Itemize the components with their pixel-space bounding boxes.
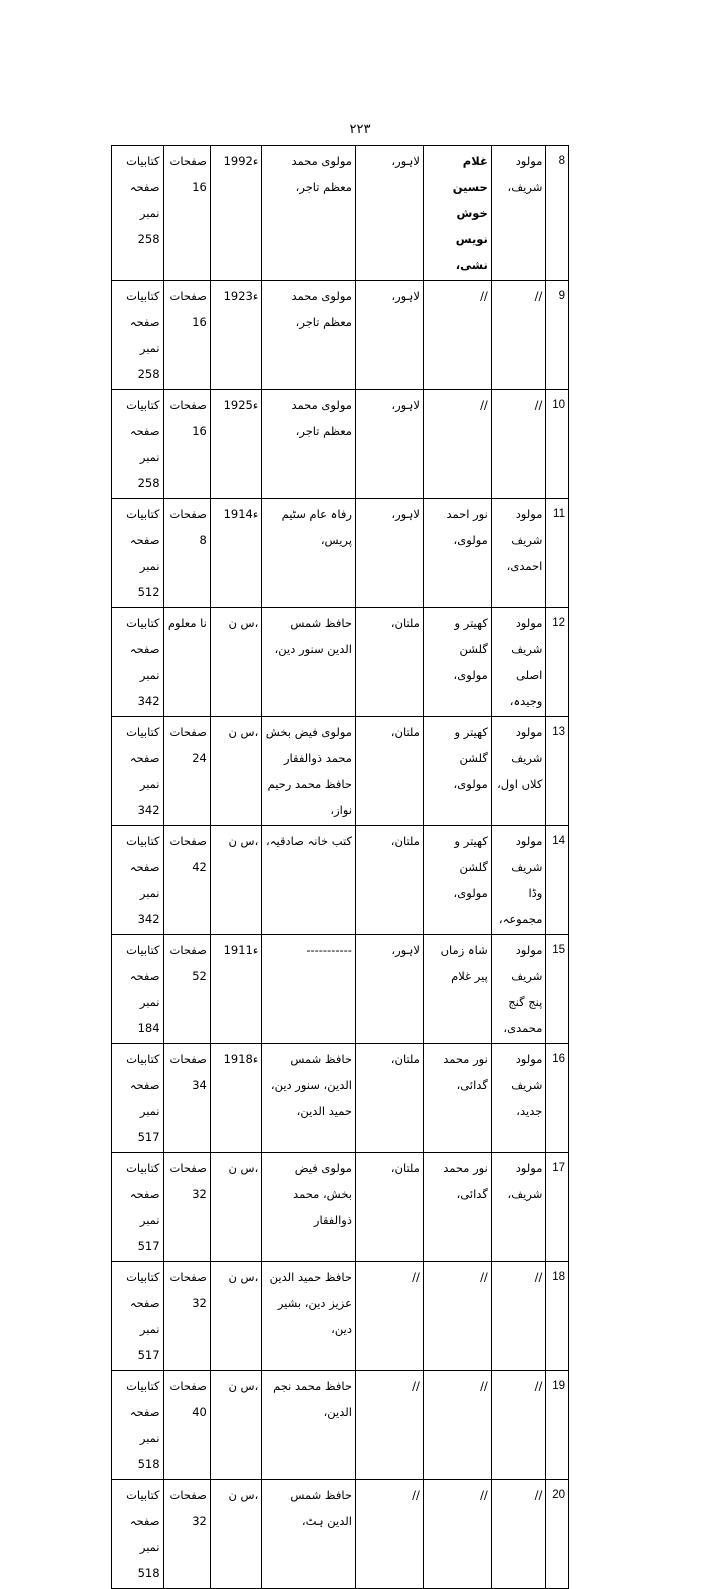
serial-number-cell: 9	[546, 281, 569, 390]
publisher-cell: مولوی محمد معظم تاجر،	[262, 390, 356, 499]
year-cell: س ن،	[210, 717, 261, 826]
table-row	[112, 146, 569, 281]
table-row	[112, 1371, 569, 1480]
table-row	[112, 1480, 569, 1589]
serial-number-cell: 15	[546, 935, 569, 1044]
author-cell: //	[423, 390, 491, 499]
place-cell: لاہور،	[355, 499, 423, 608]
serial-number-cell: 19	[546, 1371, 569, 1480]
table-row	[112, 826, 569, 935]
reference-cell: کتابیات صفحہ نمبر 258	[112, 146, 164, 281]
year-cell: س ن،	[210, 1371, 261, 1480]
pages-cell: صفحات 42	[163, 826, 210, 935]
place-cell: لاہور،	[355, 281, 423, 390]
reference-cell: کتابیات صفحہ نمبر 258	[112, 390, 164, 499]
title-cell: مولود شریف احمدی،	[491, 499, 546, 608]
author-cell: نور محمد گدائی،	[423, 1153, 491, 1262]
title-cell: //	[491, 390, 546, 499]
year-cell: 1918ء	[210, 1044, 261, 1153]
reference-cell: کتابیات صفحہ نمبر 518	[112, 1371, 164, 1480]
pages-cell: صفحات 40	[163, 1371, 210, 1480]
title-cell: مولود شریف پنج گنج محمدی،	[491, 935, 546, 1044]
place-cell: ملتان،	[355, 826, 423, 935]
year-cell: س ن،	[210, 1153, 261, 1262]
table-body	[112, 146, 569, 1589]
author-cell: شاہ زماں پیر غلام	[423, 935, 491, 1044]
serial-number-cell: 10	[546, 390, 569, 499]
title-cell: مولود شریف کلاں اول،	[491, 717, 546, 826]
bibliography-table	[111, 145, 569, 1589]
place-cell: //	[355, 1262, 423, 1371]
reference-cell: کتابیات صفحہ نمبر 184	[112, 935, 164, 1044]
table-row	[112, 608, 569, 717]
author-cell: نور احمد مولوی،	[423, 499, 491, 608]
reference-cell: کتابیات صفحہ نمبر 342	[112, 826, 164, 935]
author-cell: //	[423, 1262, 491, 1371]
reference-cell: کتابیات صفحہ نمبر 517	[112, 1262, 164, 1371]
table-row	[112, 499, 569, 608]
table-row	[112, 1044, 569, 1153]
author-cell: //	[423, 281, 491, 390]
author-cell: نور محمد گدائی،	[423, 1044, 491, 1153]
place-cell: ملتان،	[355, 1153, 423, 1262]
place-cell: لاہور،	[355, 935, 423, 1044]
pages-cell: صفحات 32	[163, 1153, 210, 1262]
publisher-cell: مولوی محمد معظم تاجر،	[262, 281, 356, 390]
title-cell: مولود شریف،	[491, 146, 546, 281]
year-cell: 1911ء	[210, 935, 261, 1044]
year-cell: س ن،	[210, 826, 261, 935]
pages-cell: صفحات 16	[163, 146, 210, 281]
reference-cell: کتابیات صفحہ نمبر 518	[112, 1480, 164, 1589]
pages-cell: صفحات 32	[163, 1262, 210, 1371]
author-cell: //	[423, 1371, 491, 1480]
table-row	[112, 717, 569, 826]
title-cell: //	[491, 1262, 546, 1371]
serial-number-cell: 8	[546, 146, 569, 281]
pages-cell: صفحات 32	[163, 1480, 210, 1589]
table-row	[112, 281, 569, 390]
author-cell: کھیتر و گلشن مولوی،	[423, 717, 491, 826]
publisher-cell: مولوی محمد معظم تاجر،	[262, 146, 356, 281]
title-cell: مولود شریف وڈا مجموعہ،	[491, 826, 546, 935]
title-cell: //	[491, 1480, 546, 1589]
serial-number-cell: 20	[546, 1480, 569, 1589]
author-cell: //	[423, 1480, 491, 1589]
publisher-cell: حافظ شمس الدین، سنور دین، حمید الدین،	[262, 1044, 356, 1153]
table-row	[112, 1153, 569, 1262]
reference-cell: کتابیات صفحہ نمبر 342	[112, 608, 164, 717]
year-cell: س ن،	[210, 1480, 261, 1589]
place-cell: //	[355, 1480, 423, 1589]
table-row	[112, 935, 569, 1044]
place-cell: ملتان،	[355, 717, 423, 826]
title-cell: مولود شریف،	[491, 1153, 546, 1262]
serial-number-cell: 16	[546, 1044, 569, 1153]
year-cell: 1992ء	[210, 146, 261, 281]
pages-cell: صفحات 16	[163, 390, 210, 499]
serial-number-cell: 17	[546, 1153, 569, 1262]
publisher-cell: حافظ شمس الدین ہٹ،	[262, 1480, 356, 1589]
pages-cell: صفحات 52	[163, 935, 210, 1044]
year-cell: 1925ء	[210, 390, 261, 499]
publisher-cell: حافظ شمس الدین سنور دین،	[262, 608, 356, 717]
pages-cell: صفحات 16	[163, 281, 210, 390]
pages-cell: نا معلوم	[163, 608, 210, 717]
reference-cell: کتابیات صفحہ نمبر 517	[112, 1044, 164, 1153]
page-number: ۲۲۳	[349, 122, 371, 137]
table-row	[112, 390, 569, 499]
reference-cell: کتابیات صفحہ نمبر 342	[112, 717, 164, 826]
publisher-cell: رفاہ عام سٹیم پریس،	[262, 499, 356, 608]
author-cell: کھیتر و گلشن مولوی،	[423, 608, 491, 717]
year-cell: س ن،	[210, 608, 261, 717]
pages-cell: صفحات 8	[163, 499, 210, 608]
publisher-cell: حافظ محمد نجم الدین،	[262, 1371, 356, 1480]
author-cell: کھیتر و گلشن مولوی،	[423, 826, 491, 935]
publisher-cell: -----------	[262, 935, 356, 1044]
reference-cell: کتابیات صفحہ نمبر 512	[112, 499, 164, 608]
publisher-cell: مولوی فیض بخش محمد ذوالفقار حافظ محمد رحیم نواز،	[262, 717, 356, 826]
publisher-cell: حافظ حمید الدین عزیز دین، بشیر دین،	[262, 1262, 356, 1371]
publisher-cell: کتب خانہ صادقیہ،	[262, 826, 356, 935]
year-cell: س ن،	[210, 1262, 261, 1371]
place-cell: لاہور،	[355, 390, 423, 499]
pages-cell: صفحات 34	[163, 1044, 210, 1153]
author-cell: غلام حسین خوش نویس نشی،	[423, 146, 491, 281]
place-cell: ملتان،	[355, 1044, 423, 1153]
year-cell: 1914ء	[210, 499, 261, 608]
publisher-cell: مولوی فیض بخش، محمد ذوالفقار	[262, 1153, 356, 1262]
table-row	[112, 1262, 569, 1371]
reference-cell: کتابیات صفحہ نمبر 258	[112, 281, 164, 390]
title-cell: مولود شریف جدید،	[491, 1044, 546, 1153]
serial-number-cell: 13	[546, 717, 569, 826]
place-cell: لاہور،	[355, 146, 423, 281]
pages-cell: صفحات 24	[163, 717, 210, 826]
serial-number-cell: 14	[546, 826, 569, 935]
title-cell: //	[491, 1371, 546, 1480]
reference-cell: کتابیات صفحہ نمبر 517	[112, 1153, 164, 1262]
serial-number-cell: 12	[546, 608, 569, 717]
serial-number-cell: 18	[546, 1262, 569, 1371]
title-cell: مولود شریف اصلی وجیدہ،	[491, 608, 546, 717]
serial-number-cell: 11	[546, 499, 569, 608]
title-cell: //	[491, 281, 546, 390]
place-cell: ملتان،	[355, 608, 423, 717]
place-cell: //	[355, 1371, 423, 1480]
year-cell: 1923ء	[210, 281, 261, 390]
